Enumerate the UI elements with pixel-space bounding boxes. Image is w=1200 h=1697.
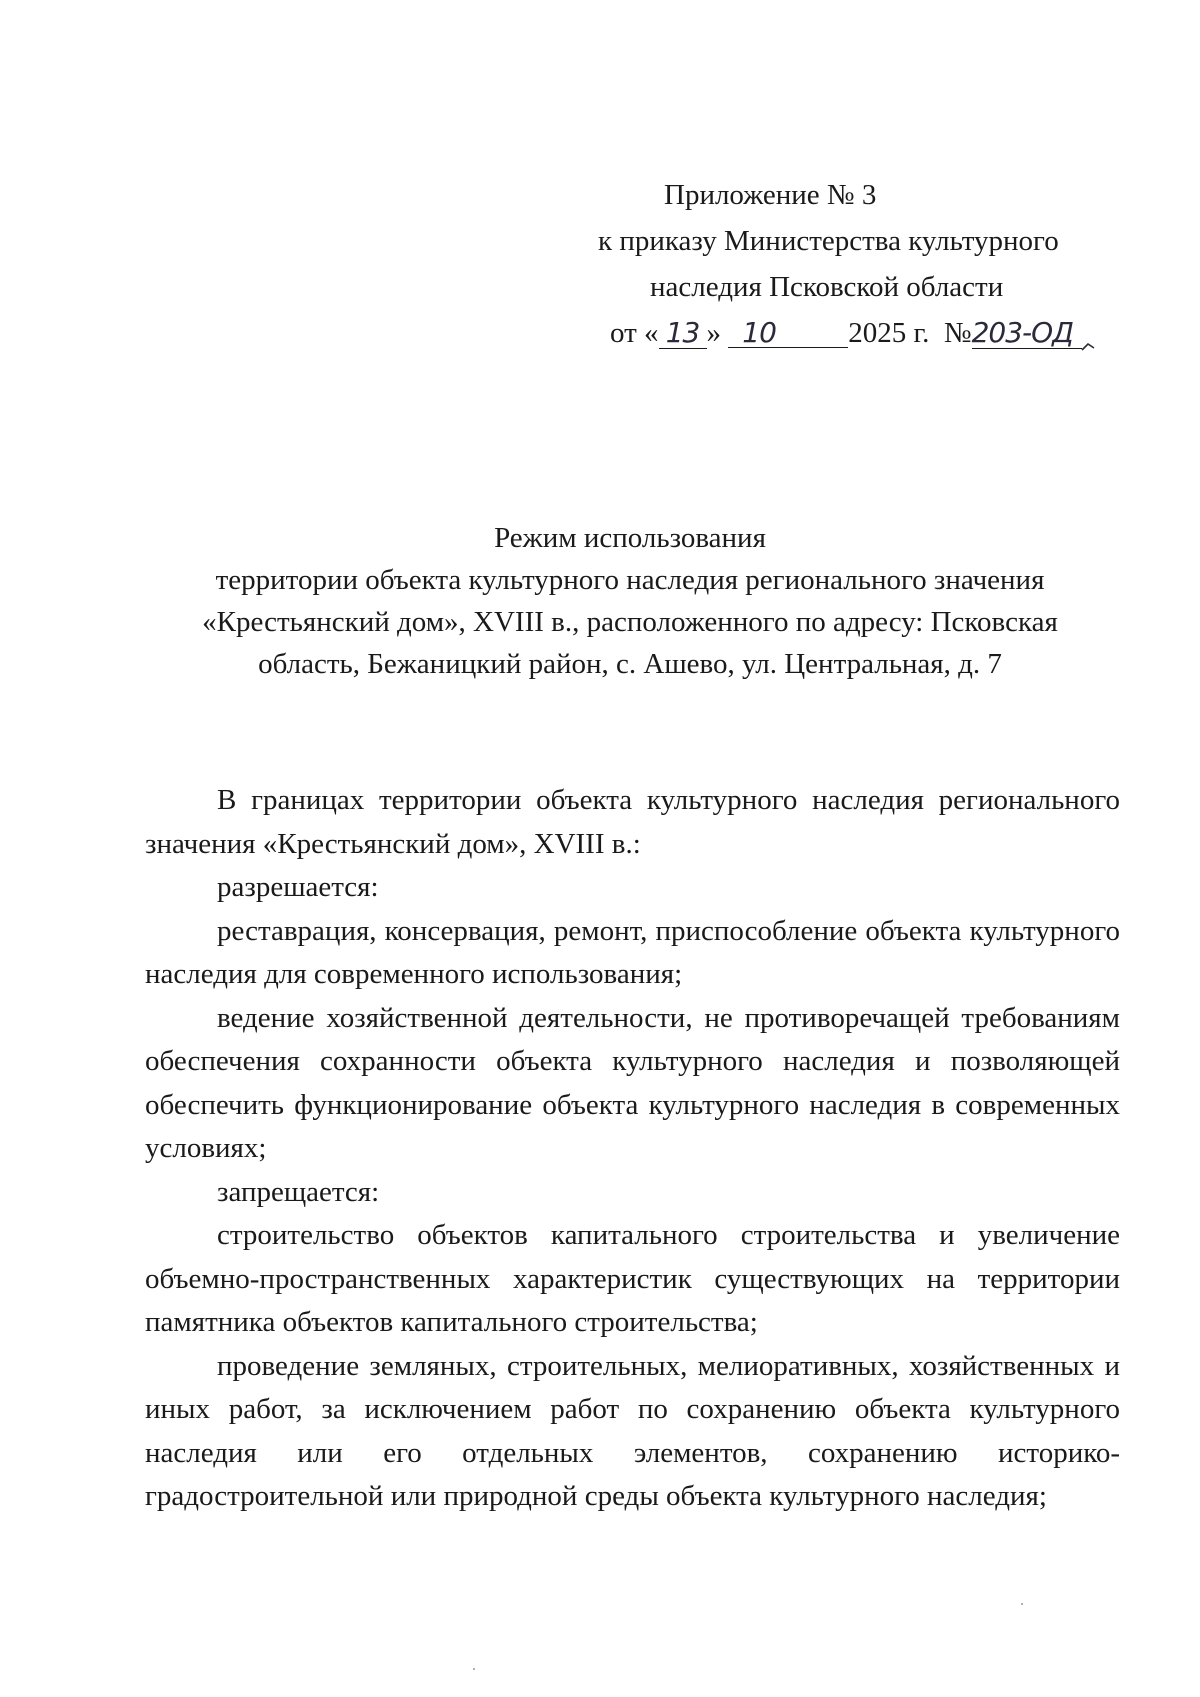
title-line-1: Режим использования (494, 522, 766, 554)
allowed-item-2: ведение хозяйственной деятельности, не противоречащей требованиям обеспечения сохранности объекта культурного наследия и позволяющей обеспечить функционирование объекта культурного наследия в современных условиях; (145, 1001, 1120, 1164)
date-month-handwritten: 10 (742, 316, 776, 349)
order-number-handwritten: 203-ОД (971, 316, 1074, 349)
document-body (145, 779, 1120, 1519)
allowed-label: разрешается: (217, 871, 379, 903)
order-number-blank (972, 318, 1082, 349)
scan-speck (1021, 1603, 1023, 1605)
appendix-header (560, 172, 1080, 356)
appendix-title: Приложение № 3 (664, 179, 877, 211)
appendix-date-number (560, 310, 1080, 356)
date-year: 2025 г. (848, 317, 930, 349)
handwriting-stroke-icon (1080, 330, 1096, 354)
forbidden-item-1: строительство объектов капитального строительства и увеличение объемно-пространственных характеристик существующих на территории памятника объектов капитального строительства; (145, 1219, 1120, 1338)
date-day-blank (659, 318, 707, 349)
scan-speck (473, 1668, 475, 1670)
intro-paragraph: В границах территории объекта культурного наследия регионального значения «Крестьянский дом», XVIII в.: (145, 784, 1120, 860)
date-prefix: от « (610, 317, 659, 349)
title-line-2: территории объекта культурного наследия регионального значения (215, 564, 1045, 596)
number-label: № (943, 317, 972, 349)
date-month-blank (728, 318, 848, 348)
date-mid: » (706, 317, 722, 349)
forbidden-label: запрещается: (217, 1175, 380, 1208)
appendix-order-ref: к приказу Министерства культурного (598, 225, 1059, 257)
date-day-handwritten: 13 (665, 316, 700, 349)
allowed-item-1: реставрация, консервация, ремонт, приспособление объекта культурного наследия для современного использования; (145, 914, 1120, 990)
appendix-ministry: наследия Псковской области (650, 271, 1004, 303)
title-line-4: область, Бежаницкий район, с. Ашево, ул. Центральная, д. 7 (258, 648, 1002, 680)
document-title (150, 517, 1110, 685)
title-line-3: «Крестьянский дом», XVIII в., расположенного по адресу: Псковская (202, 606, 1058, 638)
forbidden-item-2: проведение земляных, строительных, мелиоративных, хозяйственных и иных работ, за исключением работ по сохранению объекта культурного наследия или его отдельных элементов, сохранению историко-градостроительной или природной среды объекта культурного наследия; (145, 1349, 1120, 1512)
